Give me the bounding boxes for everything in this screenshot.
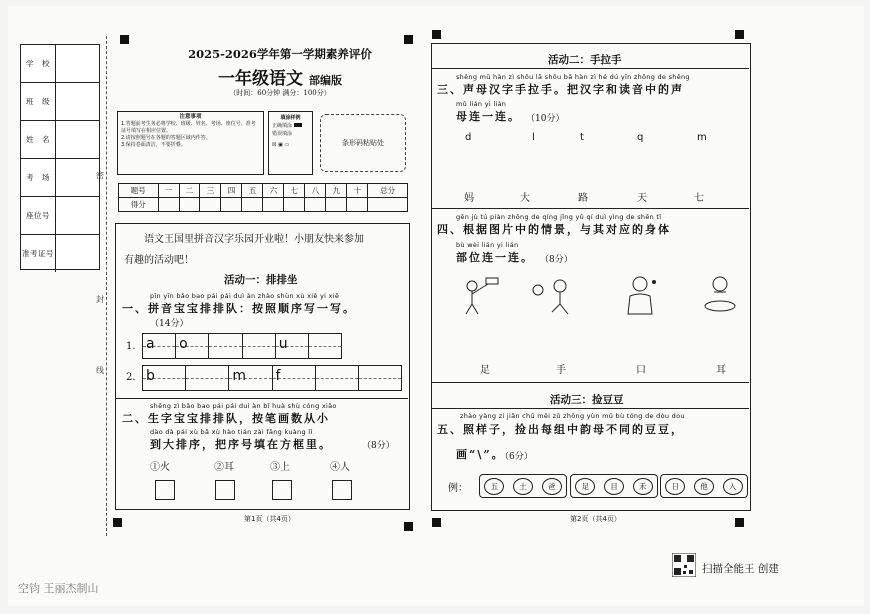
body-part[interactable]: 耳	[716, 365, 726, 376]
divider	[432, 382, 749, 383]
q3-pinyin-1: shēng mǔ hàn zì shǒu lā shǒu bǎ hàn zì hé dú yīn zhōng de shēng	[456, 73, 690, 81]
scene-eating-image	[702, 274, 738, 316]
write-cell[interactable]	[359, 366, 401, 390]
consonant-letter[interactable]: l	[532, 132, 535, 143]
score-header-cell: 五	[242, 184, 263, 198]
body-part[interactable]: 口	[636, 365, 646, 376]
intro-line-1: 语文王国里拼音汉字乐园开业啦！小朋友快来参加	[144, 234, 364, 245]
write-cell[interactable]	[209, 334, 242, 358]
q2-pinyin-1: shēng zì bǎo bao pái pái duì àn bǐ huà shù cóng xiǎo	[150, 402, 337, 410]
answer-box[interactable]	[155, 480, 175, 500]
score-header-cell: 题号	[119, 184, 159, 198]
score-row-label: 得分	[119, 198, 159, 212]
write-cell[interactable]	[309, 334, 341, 358]
q5-pinyin: zhào yàng zi jiǎn chū měi zǔ zhōng yùn mǔ bù tóng de dòu dou	[460, 412, 685, 420]
info-label: 姓 名	[21, 121, 56, 158]
sealing-line	[106, 36, 107, 536]
exam-title-subject	[150, 64, 410, 89]
bean[interactable]: 他	[694, 478, 714, 495]
divider	[116, 398, 408, 399]
notice-line: 1.答题前考生务必将学校、班级、姓名、考场、座位号、准考证号填写在相应位置。	[121, 121, 256, 134]
margin-word-xian: 线	[96, 366, 104, 375]
bean[interactable]: 入	[723, 478, 743, 495]
write-cell[interactable]	[316, 366, 359, 390]
page2-footer: 第2页（共4页）	[570, 515, 621, 523]
score-cell[interactable]	[326, 198, 347, 212]
example-label: 例：	[448, 483, 468, 494]
registration-mark	[432, 518, 441, 527]
consonant-letter[interactable]: d	[465, 132, 472, 143]
score-cell[interactable]	[263, 198, 284, 212]
q3-score: （10分）	[526, 114, 565, 124]
consonant-letter[interactable]: t	[580, 132, 584, 143]
fill-wrong: 错误填涂	[272, 131, 293, 137]
score-header-cell: 六	[263, 184, 284, 198]
q5-text-2: 画“\”。	[456, 448, 505, 461]
info-row-room	[21, 159, 99, 197]
bean[interactable]: 足	[575, 478, 595, 495]
row2-number: 2.	[126, 372, 136, 383]
body-part[interactable]: 手	[556, 365, 566, 376]
bean-group-2[interactable]	[570, 474, 658, 498]
notice-line: 2.请按照题号在各题的答题区域内作答。	[121, 135, 211, 141]
info-label: 学 校	[21, 45, 56, 82]
info-label: 座位号	[21, 197, 56, 234]
bean: 土	[513, 478, 533, 495]
fill-correct: 正确填涂	[272, 122, 309, 130]
notice-line: 3.保持卷面清洁，不要折叠。	[121, 142, 186, 148]
score-cell[interactable]	[158, 198, 179, 212]
score-table	[118, 183, 408, 212]
info-field[interactable]	[56, 45, 99, 82]
activity3-title: 活动三：捡豆豆	[550, 394, 624, 406]
bean[interactable]: 目	[604, 478, 624, 495]
score-header-cell: 二	[179, 184, 200, 198]
score-header-row	[119, 184, 408, 198]
pinyin-write-row-2[interactable]	[142, 365, 402, 391]
fill-example-title: 填涂样例	[280, 115, 301, 121]
info-field[interactable]	[56, 235, 99, 272]
activity2-title: 活动二：手拉手	[548, 54, 622, 66]
q3-pinyin-2: mǔ lián yi lián	[456, 100, 507, 108]
write-cell[interactable]: f	[273, 366, 316, 390]
divider	[432, 408, 749, 409]
info-field[interactable]	[56, 121, 99, 158]
bean: 五	[484, 478, 504, 495]
bean-group-example	[479, 474, 567, 498]
bean: 爸	[542, 478, 562, 495]
answer-box[interactable]	[272, 480, 292, 500]
q3-text-2: 母连一连。	[456, 110, 521, 123]
bean[interactable]: 日	[665, 478, 685, 495]
margin-word-mi: 密	[96, 171, 104, 180]
fill-example-box: 填涂样例 正确填涂 错误填涂 ☒ ▣ ▭	[268, 111, 313, 175]
q2-score: （8分）	[362, 441, 395, 451]
hanzi-char[interactable]: 天	[637, 193, 647, 204]
registration-mark	[404, 35, 413, 44]
score-header-cell: 九	[326, 184, 347, 198]
write-cell[interactable]: o	[176, 334, 209, 358]
info-field[interactable]	[56, 159, 99, 196]
score-header-cell: 七	[284, 184, 305, 198]
q4-pinyin-2: bù wèi lián yi lián	[456, 241, 519, 249]
q1-pinyin: pīn yīn bǎo bao pái pái duì àn zhào shùn xù xiě yi xiě	[150, 292, 340, 300]
char-1: ①火	[150, 462, 170, 473]
q1-text: 一、拼音宝宝排排队：按照顺序写一写。	[122, 302, 356, 315]
score-cell[interactable]	[221, 198, 242, 212]
score-cell[interactable]	[284, 198, 305, 212]
bottom-watermark: 空钧 王丽杰制山	[18, 582, 99, 595]
registration-mark	[113, 518, 122, 527]
exam-meta: （时间：60分钟 满分：100分）	[229, 89, 331, 97]
body-part[interactable]: 足	[480, 365, 490, 376]
write-cell[interactable]: b	[143, 366, 186, 390]
hanzi-char[interactable]: 大	[520, 193, 530, 204]
score-value-row	[119, 198, 408, 212]
q4-score: （8分）	[540, 255, 573, 265]
score-header-cell: 总分	[368, 184, 408, 198]
info-field[interactable]	[56, 197, 99, 234]
bean-group-3[interactable]	[660, 474, 748, 498]
info-row-name	[21, 121, 99, 159]
score-cell[interactable]	[200, 198, 221, 212]
info-field[interactable]	[56, 83, 99, 120]
barcode-area: 条形码粘贴处	[320, 114, 406, 172]
pinyin-write-row-1[interactable]	[142, 333, 342, 359]
exam-title-year: 2025-2026学年第一学期素养评价	[188, 47, 372, 61]
info-row-ticket	[21, 235, 99, 272]
hanzi-char[interactable]: 七	[694, 193, 704, 204]
info-row-class	[21, 83, 99, 121]
q5-text: 五、照样子，捡出每组中韵母不同的豆豆，	[437, 423, 684, 436]
page1-footer: 第1页（共4页）	[244, 515, 295, 523]
q2-text-1: 二、生字宝宝排排队，按笔画数从小	[122, 412, 330, 425]
answer-box[interactable]	[332, 480, 352, 500]
write-cell[interactable]: m	[229, 366, 272, 390]
activity1-title: 活动一：排排坐	[224, 274, 298, 286]
score-cell[interactable]	[368, 198, 408, 212]
score-cell[interactable]	[305, 198, 326, 212]
divider	[432, 208, 749, 209]
score-cell[interactable]	[242, 198, 263, 212]
divider	[432, 68, 749, 69]
info-row-school	[21, 45, 99, 83]
write-cell[interactable]	[243, 334, 276, 358]
registration-mark	[735, 30, 744, 39]
scanner-credit: 扫描全能王 创建	[702, 563, 779, 575]
score-cell[interactable]	[347, 198, 368, 212]
write-cell[interactable]: a	[143, 334, 176, 358]
qr-code-icon	[672, 553, 696, 577]
q5-score: （6分）	[500, 452, 533, 462]
registration-mark	[735, 518, 744, 527]
char-2: ②耳	[214, 462, 234, 473]
char-4: ④人	[330, 462, 350, 473]
margin-word-feng: 封	[96, 295, 104, 304]
info-label: 准考证号	[21, 235, 56, 272]
scene-listening-image	[622, 274, 658, 316]
score-header-cell: 十	[347, 184, 368, 198]
row1-number: 1.	[126, 341, 136, 352]
scene-basketball-image	[460, 276, 500, 316]
char-3: ③上	[270, 462, 290, 473]
q4-pinyin-1: gēn jù tú piàn zhōng de qíng jǐng yǔ qí duì yìng de shēn tǐ	[456, 213, 662, 221]
q3-text-1: 三、声母汉字手拉手。把汉字和读音中的声	[437, 83, 684, 96]
score-header-cell: 一	[158, 184, 179, 198]
subject: 一年级语文	[218, 69, 303, 89]
score-header-cell: 八	[305, 184, 326, 198]
info-label: 班 级	[21, 83, 56, 120]
student-info-column	[20, 44, 100, 270]
notice-box	[117, 111, 264, 175]
hanzi-char[interactable]: 妈	[464, 193, 474, 204]
consonant-letter[interactable]: q	[637, 132, 644, 143]
hanzi-char[interactable]: 路	[578, 193, 588, 204]
score-header-cell: 三	[200, 184, 221, 198]
notice-title: 注意事项	[179, 114, 202, 120]
registration-mark	[120, 35, 129, 44]
score-cell[interactable]	[179, 198, 200, 212]
registration-mark	[404, 522, 413, 531]
q4-text-2: 部位连一连。	[456, 251, 534, 264]
q1-score: （14分）	[150, 319, 189, 329]
bean[interactable]: 禾	[633, 478, 653, 495]
write-cell[interactable]	[186, 366, 229, 390]
q4-text-1: 四、根据图片中的情景，与其对应的身体	[437, 223, 671, 236]
intro-line-2: 有趣的活动吧！	[124, 255, 194, 266]
consonant-letter[interactable]: m	[697, 132, 707, 143]
q2-pinyin-2: dào dà pái xù bǎ xù hào tián zài fāng kuàng lǐ	[150, 428, 313, 436]
q2-text-2: 到大排序，把序号填在方框里。	[150, 438, 332, 451]
write-cell[interactable]: u	[276, 334, 309, 358]
edition: 部编版	[309, 74, 342, 87]
info-label: 考 场	[21, 159, 56, 196]
scene-football-image	[530, 276, 576, 316]
info-row-seat	[21, 197, 99, 235]
registration-mark	[432, 30, 441, 39]
answer-box[interactable]	[215, 480, 235, 500]
score-header-cell: 四	[221, 184, 242, 198]
